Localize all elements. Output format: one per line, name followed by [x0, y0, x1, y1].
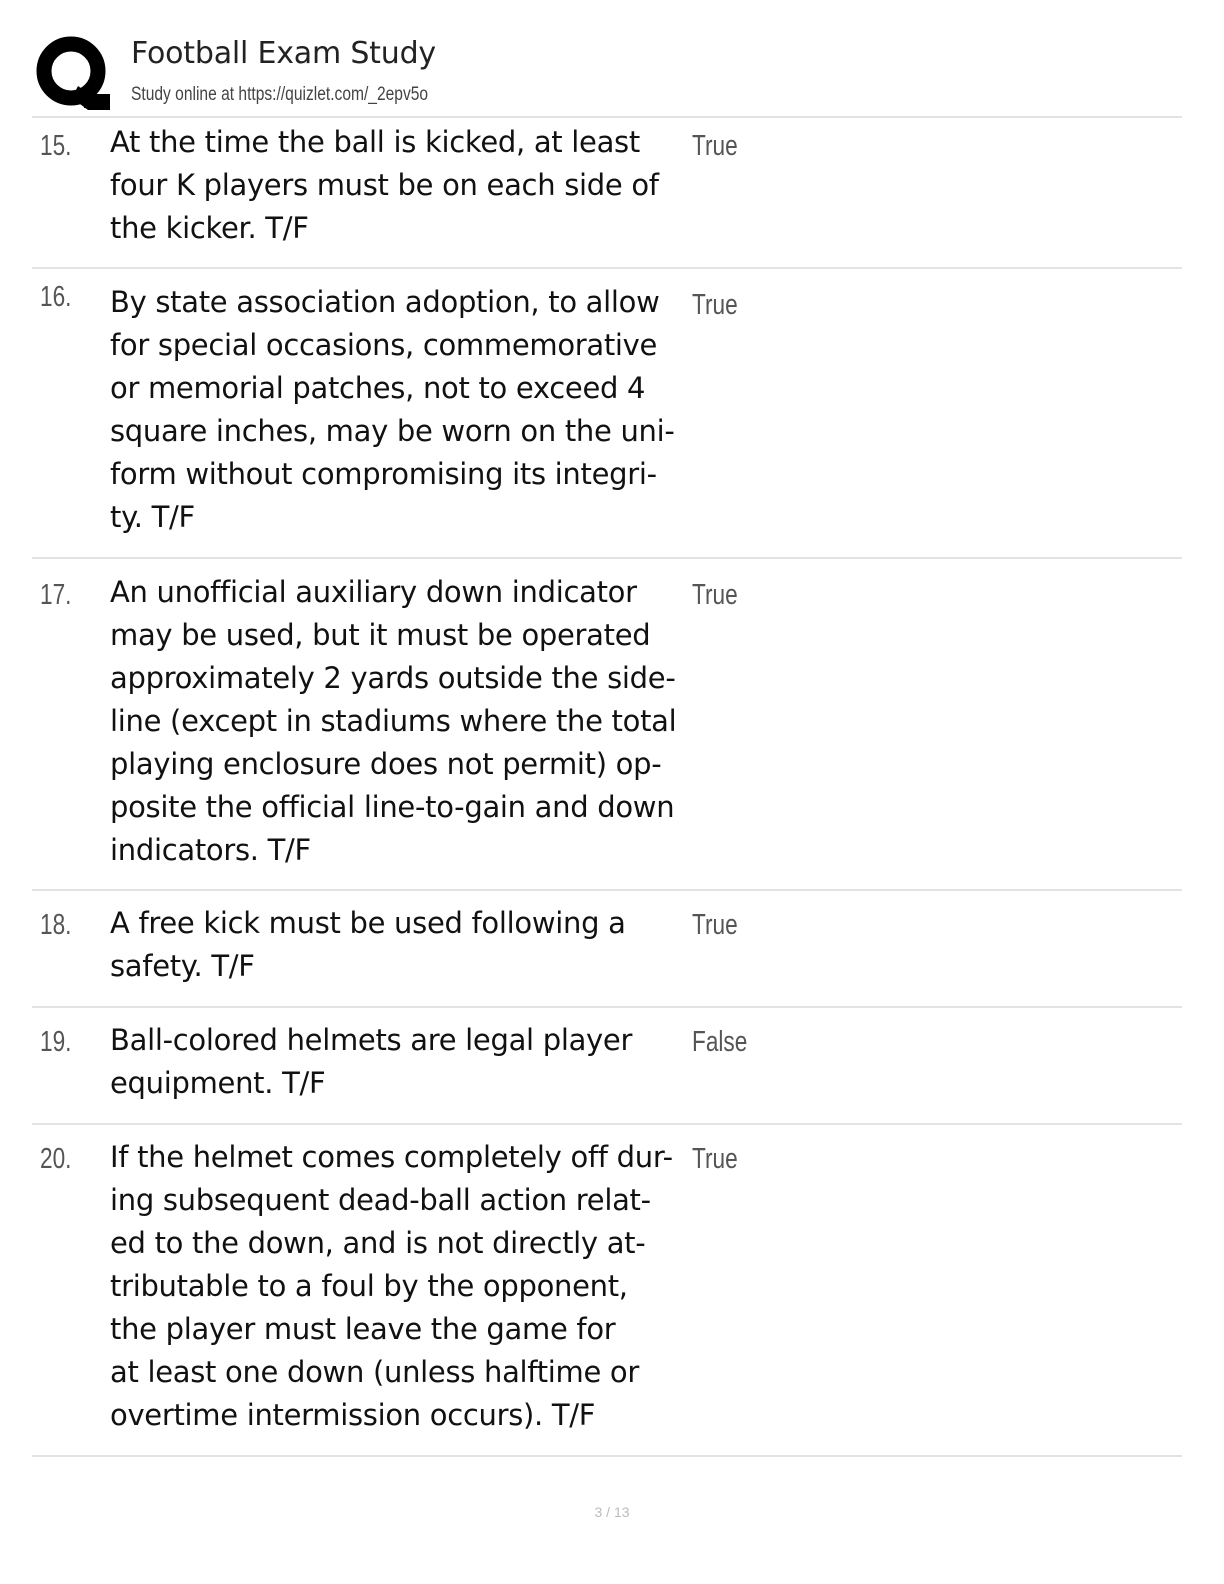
card-answer: False — [692, 1026, 748, 1058]
question-line: An unofficial auxiliary down indicator — [110, 575, 637, 609]
question-line: equipment. T/F — [110, 1066, 326, 1100]
card-answer: True — [692, 130, 738, 162]
card-question — [110, 281, 700, 539]
flashcard-row — [32, 559, 1182, 891]
question-line: playing enclosure does not permit) op- — [110, 747, 662, 781]
card-number: 19. — [40, 1026, 72, 1058]
card-question — [110, 1019, 700, 1105]
question-line: may be used, but it must be operated — [110, 618, 651, 652]
question-line: square inches, may be worn on the uni- — [110, 414, 675, 448]
flashcard-row — [32, 269, 1182, 559]
question-line: approximately 2 yards outside the side- — [110, 661, 676, 695]
card-question — [110, 902, 700, 988]
question-line: form without compromising its integri- — [110, 457, 657, 491]
question-line: indicators. T/F — [110, 833, 311, 867]
study-online-link[interactable]: Study online at https://quizlet.com/_2epv5o — [131, 84, 429, 105]
document-title: Football Exam Study — [131, 36, 436, 71]
card-number: 16. — [40, 281, 72, 313]
question-line: tributable to a foul by the opponent, — [110, 1269, 628, 1303]
page-number: 3 / 13 — [594, 1504, 630, 1520]
question-line: the kicker. T/F — [110, 211, 309, 245]
question-line: If the helmet comes completely off dur- — [110, 1140, 673, 1174]
question-line: Ball-colored helmets are legal player — [110, 1023, 633, 1057]
flashcard-row — [32, 891, 1182, 1008]
card-number: 18. — [40, 909, 72, 941]
card-question — [110, 1136, 700, 1437]
card-answer: True — [692, 579, 738, 611]
flashcard-row — [32, 118, 1182, 269]
quizlet-q-logo-icon — [34, 34, 110, 110]
card-answer: True — [692, 1143, 738, 1175]
flashcard-list — [32, 116, 1182, 1457]
card-answer: True — [692, 289, 738, 321]
question-line: four K players must be on each side of — [110, 168, 659, 202]
question-line: at least one down (unless halftime or — [110, 1355, 639, 1389]
document-header — [34, 34, 1184, 114]
flashcard-row — [32, 1008, 1182, 1125]
question-line: ing subsequent dead-ball action relat- — [110, 1183, 651, 1217]
flashcard-row — [32, 1125, 1182, 1457]
question-line: or memorial patches, not to exceed 4 — [110, 371, 646, 405]
question-line: for special occasions, commemorative — [110, 328, 658, 362]
card-question — [110, 571, 700, 872]
question-line: line (except in stadiums where the total — [110, 704, 677, 738]
question-line: safety. T/F — [110, 949, 255, 983]
card-number: 20. — [40, 1143, 72, 1175]
question-line: the player must leave the game for — [110, 1312, 616, 1346]
question-line: ed to the down, and is not directly at- — [110, 1226, 646, 1260]
question-line: At the time the ball is kicked, at least — [110, 125, 640, 159]
question-line: By state association adoption, to allow — [110, 285, 660, 319]
card-number: 17. — [40, 579, 72, 611]
card-question — [110, 121, 700, 250]
question-line: A free kick must be used following a — [110, 906, 626, 940]
card-number: 15. — [40, 130, 72, 162]
question-line: ty. T/F — [110, 500, 195, 534]
question-line: overtime intermission occurs). T/F — [110, 1398, 596, 1432]
card-answer: True — [692, 909, 738, 941]
question-line: posite the official line-to-gain and down — [110, 790, 675, 824]
